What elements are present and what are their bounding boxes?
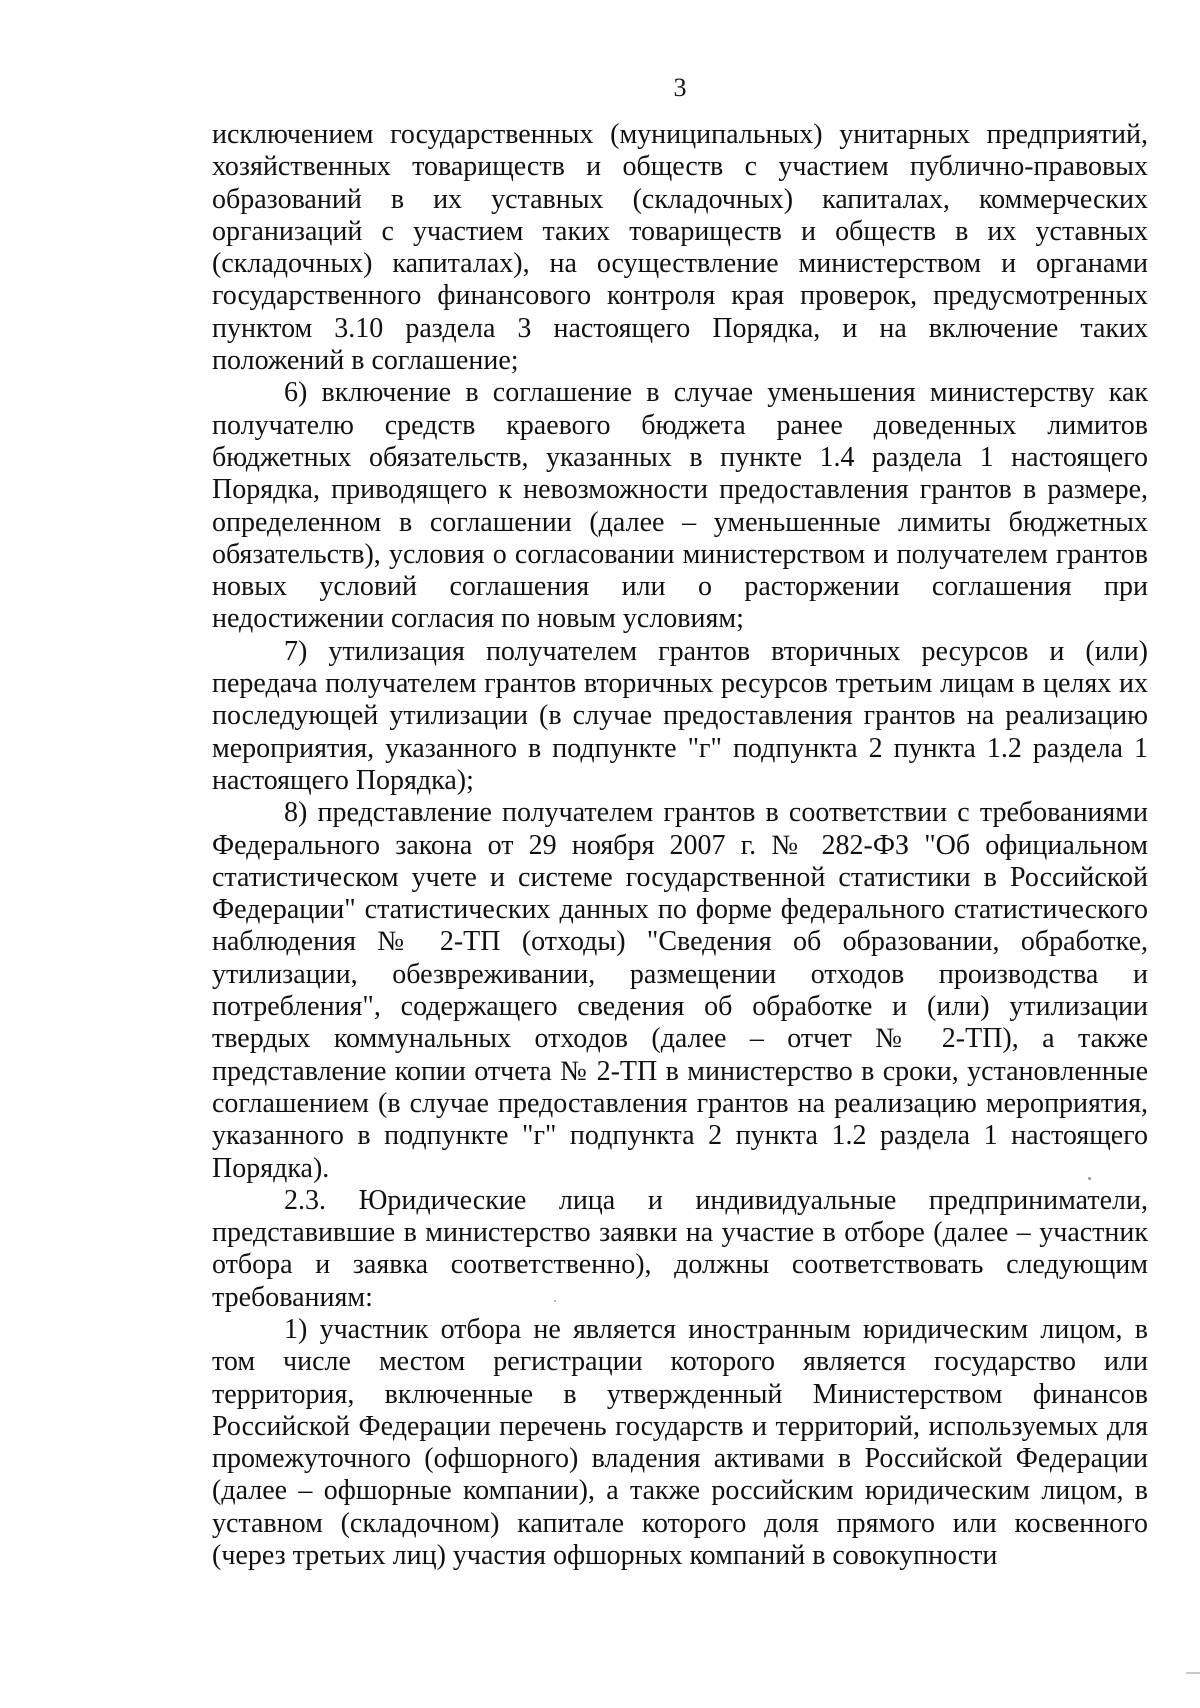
scan-speck (1088, 1177, 1091, 1180)
paragraph-item-8: 8) представление получателем грантов в соответствии с требованиями Федерального закона от 29 ноября 2007 г. № 282-ФЗ "Об официальном статистическом учете и системе государственной статистики в Российской Федерации" статистических данных по форме федерального статистического наблюдения № 2-ТП (отходы) "Сведения об образовании, обработке, утилизации, обезвреживании, размещении отходов производства и потребления", содержащего сведения об обработке и (или) утилизации твердых коммунальных отходов (далее – отчет № 2-ТП), а также представление копии отчета № 2-ТП в министерство в сроки, установленные соглашением (в случае предоставления грантов на реализацию мероприятия, указанного в подпункте "г" подпункта 2 пункта 1.2 раздела 1 настоящего Порядка). (212, 797, 1148, 1184)
paragraph-continuation: исключением государственных (муниципальных) унитарных предприятий, хозяйственных товариществ и обществ с участием публично-правовых образований в их уставных (складочных) капиталах, коммерческих организаций с участием таких товариществ и обществ в их уставных (складочных) капиталах), на осуществление министерством и органами государственного финансового контроля края проверок, предусмотренных пунктом 3.10 раздела 3 настоящего Порядка, и на включение таких положений в соглашение; (212, 119, 1148, 377)
paragraph-item-6: 6) включение в соглашение в случае уменьшения министерству как получателю средств краевого бюджета ранее доведенных лимитов бюджетных обязательств, указанных в пункте 1.4 раздела 1 настоящего Порядка, приводящего к невозможности предоставления грантов в размере, определенном в соглашении (далее – уменьшенные лимиты бюджетных обязательств), условия о согласовании министерством и получателем грантов новых условий соглашения или о расторжении соглашения при недостижении согласия по новым условиям; (212, 377, 1148, 635)
document-body (212, 119, 1148, 1572)
page-number: 3 (673, 73, 687, 102)
paragraph-section-2-3: 2.3. Юридические лица и индивидуальные предприниматели, представившие в министерство заявки на участие в отборе (далее – участник отбора и заявка соответственно), должны соответствовать следующим требованиям: (212, 1184, 1148, 1313)
paragraph-requirement-1: 1) участник отбора не является иностранным юридическим лицом, в том числе местом регистрации которого является государство или территория, включенные в утвержденный Министерством финансов Российской Федерации перечень государств и территорий, используемых для промежуточного (офшорного) владения активами в Российской Федерации (далее – офшорные компании), а также российским юридическим лицом, в уставном (складочном) капитале которого доля прямого или косвенного (через третьих лиц) участия офшорных компаний в совокупности (212, 1313, 1148, 1572)
scan-speck (554, 1300, 556, 1302)
paragraph-item-7: 7) утилизация получателем грантов вторичных ресурсов и (или) передача получателем грантов вторичных ресурсов третьим лицам в целях их последующей утилизации (в случае предоставления грантов на реализацию мероприятия, указанного в подпункте "г" подпункта 2 пункта 1.2 раздела 1 настоящего Порядка); (212, 635, 1148, 796)
scan-edge-mark (1186, 1672, 1200, 1674)
